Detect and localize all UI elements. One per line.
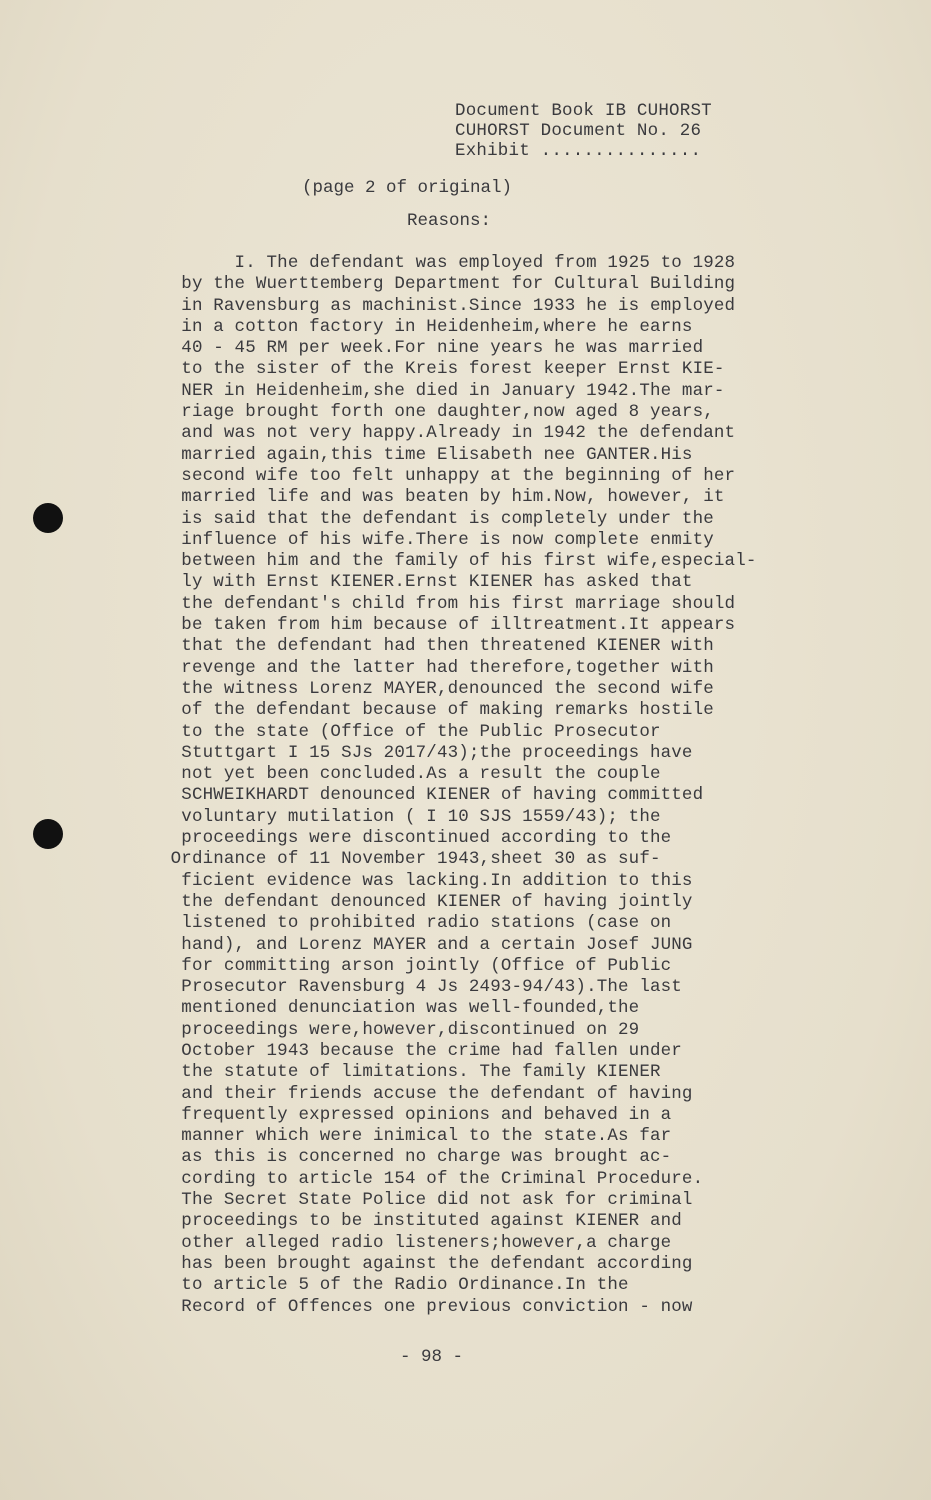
body-line: between him and the family of his first wife,especial- — [160, 551, 757, 572]
body-line: second wife too felt unhappy at the beginning of her — [160, 465, 736, 486]
body-line: the witness Lorenz MAYER,denounced the second wife — [160, 678, 714, 699]
body-line: influence of his wife.There is now complete enmity — [160, 529, 714, 550]
body-line: frequently expressed opinions and behaved in a — [160, 1104, 672, 1125]
body-line: Record of Offences one previous conviction - now — [160, 1296, 693, 1317]
section-title: Reasons: — [407, 211, 492, 231]
body-line: NER in Heidenheim,she died in January 1942.The mar- — [160, 380, 725, 401]
body-line: I. The defendant was employed from 1925 to 1928 — [160, 253, 736, 273]
body-line: riage brought forth one daughter,now aged 8 years, — [160, 402, 714, 423]
body-line: The Secret State Police did not ask for criminal — [160, 1190, 693, 1211]
body-line: and was not very happy.Already in 1942 the defendant — [160, 423, 736, 444]
body-line: mentioned denunciation was well-founded,the — [160, 998, 640, 1019]
body-line: that the defendant had then threatened KIENER with — [160, 636, 714, 657]
page-subtitle: (page 2 of original) — [302, 178, 513, 198]
body-line: of the defendant because of making remarks hostile — [160, 700, 714, 721]
body-line: to article 5 of the Radio Ordinance.In the — [160, 1275, 629, 1296]
punch-hole — [33, 819, 63, 849]
body-line: in Ravensburg as machinist.Since 1933 he is employed — [160, 295, 736, 316]
header-book-line: Document Book IB CUHORST — [455, 101, 712, 121]
body-line: Ordinance of 11 November 1943,sheet 30 as suf- — [160, 849, 661, 870]
body-line: and their friends accuse the defendant of having — [160, 1083, 693, 1104]
body-line: October 1943 because the crime had fallen under — [160, 1040, 682, 1061]
body-line: 40 - 45 RM per week.For nine years he was married — [160, 338, 704, 359]
body-line: hand), and Lorenz MAYER and a certain Josef JUNG — [160, 934, 693, 955]
body-line: manner which were inimical to the state.As far — [160, 1126, 672, 1147]
body-line: Stuttgart I 15 SJs 2017/43);the proceedings have — [160, 742, 693, 763]
body-line: by the Wuerttemberg Department for Cultural Building — [160, 274, 736, 295]
body-line: proceedings to be instituted against KIENER and — [160, 1211, 682, 1232]
body-line: has been brought against the defendant according — [160, 1253, 693, 1274]
body-line: in a cotton factory in Heidenheim,where he earns — [160, 316, 693, 337]
body-line: other alleged radio listeners;however,a charge — [160, 1232, 672, 1253]
body-line: proceedings were,however,discontinued on 29 — [160, 1019, 640, 1040]
body-line: as this is concerned no charge was brought ac- — [160, 1147, 672, 1168]
body-line: the statute of limitations. The family KIENER — [160, 1062, 661, 1083]
body-line: to the state (Office of the Public Prosecutor — [160, 721, 661, 742]
body-line: be taken from him because of illtreatment.It appears — [160, 615, 736, 636]
body-line: for committing arson jointly (Office of Public — [160, 955, 672, 976]
body-line: Prosecutor Ravensburg 4 Js 2493-94/43).The last — [160, 977, 682, 998]
body-line: proceedings were discontinued according to the — [160, 828, 672, 849]
punch-hole — [33, 503, 63, 533]
body-line: married again,this time Elisabeth nee GANTER.His — [160, 444, 693, 465]
body-line: SCHWEIKHARDT denounced KIENER of having committed — [160, 785, 704, 806]
body-line: cording to article 154 of the Criminal Procedure. — [160, 1168, 704, 1189]
body-line: listened to prohibited radio stations (case on — [160, 913, 672, 934]
body-line: revenge and the latter had therefore,together with — [160, 657, 714, 678]
body-text — [160, 253, 757, 1318]
document-header — [455, 101, 712, 161]
body-line: the defendant denounced KIENER of having jointly — [160, 891, 693, 912]
page-number: - 98 - — [400, 1347, 464, 1367]
body-line: married life and was beaten by him.Now, however, it — [160, 487, 725, 508]
body-line: not yet been concluded.As a result the couple — [160, 764, 661, 785]
body-line: to the sister of the Kreis forest keeper Ernst KIE- — [160, 359, 725, 380]
body-line: voluntary mutilation ( I 10 SJS 1559/43); the — [160, 806, 661, 827]
body-line: the defendant's child from his first marriage should — [160, 593, 736, 614]
header-exhibit: Exhibit ............... — [455, 141, 702, 161]
header-document-number: CUHORST Document No. 26 — [455, 121, 702, 141]
body-line: ficient evidence was lacking.In addition to this — [160, 870, 693, 891]
body-line: ly with Ernst KIENER.Ernst KIENER has asked that — [160, 572, 693, 593]
body-line: is said that the defendant is completely under the — [160, 508, 714, 529]
